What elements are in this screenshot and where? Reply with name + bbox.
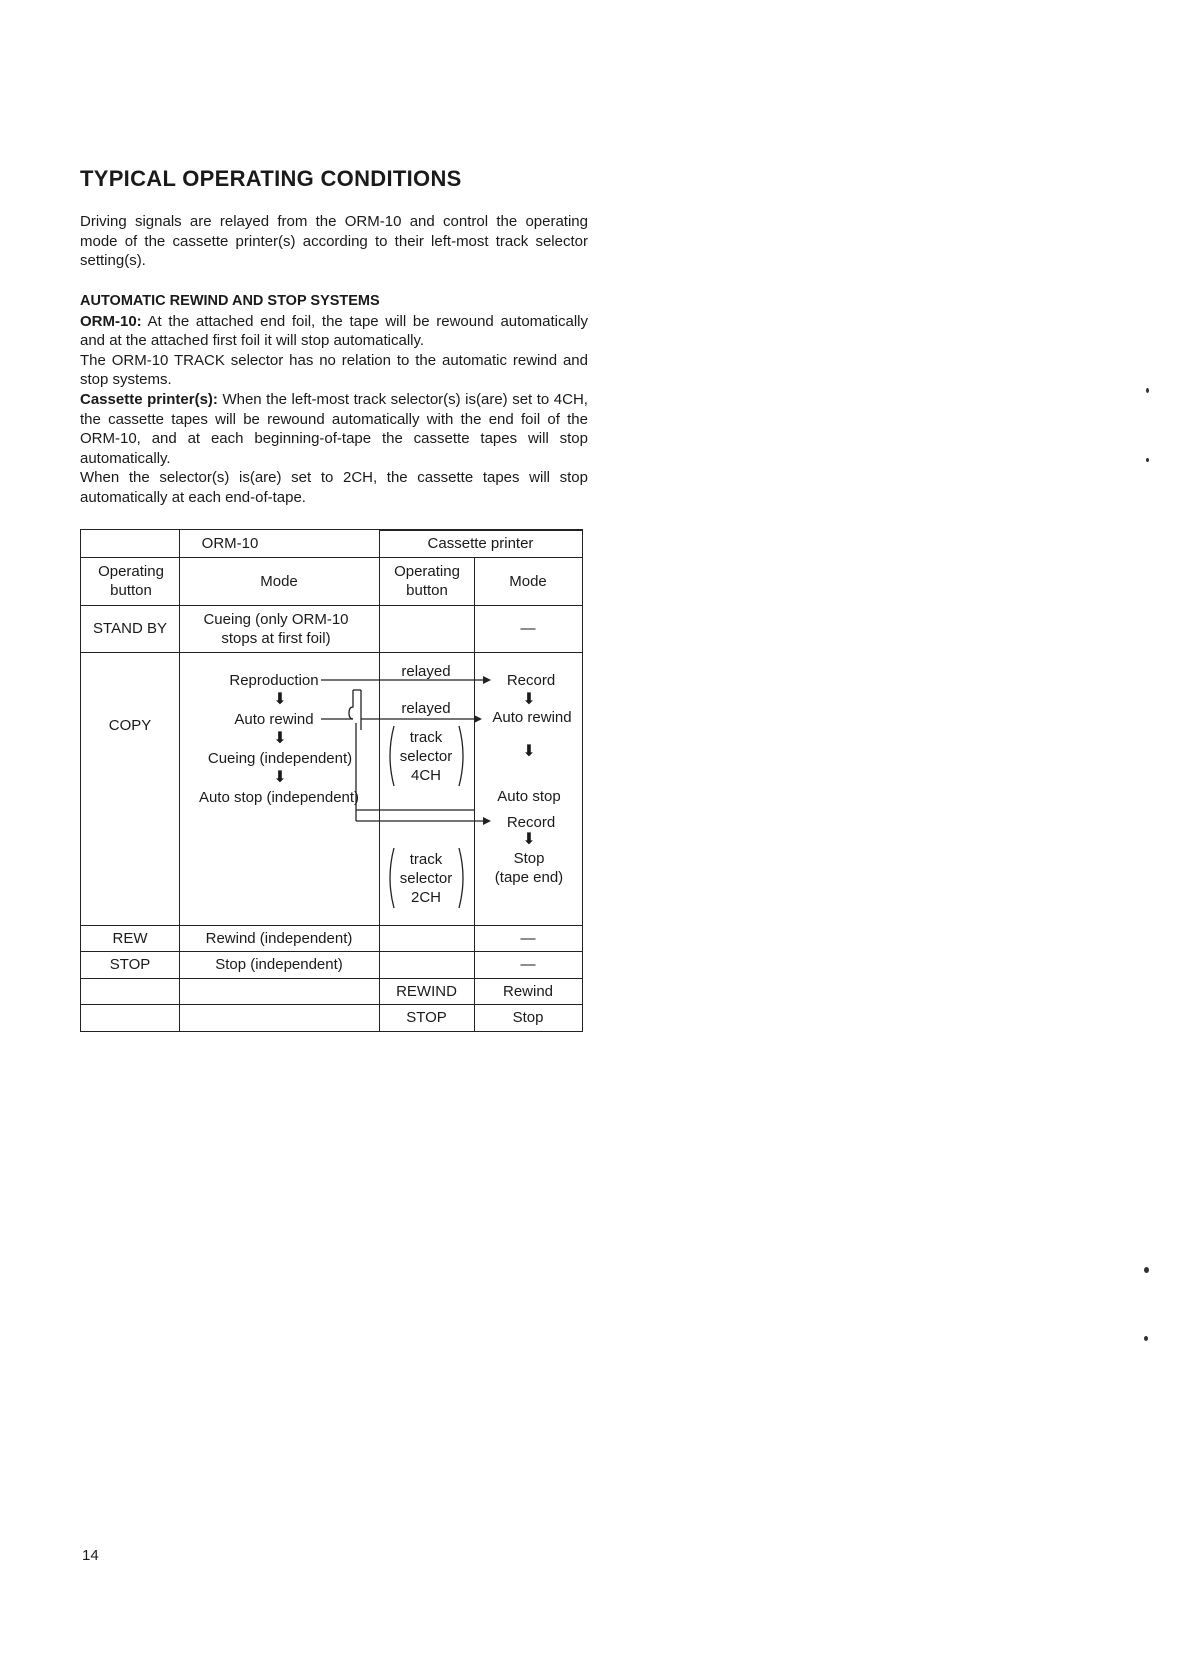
scan-speck [1146,388,1149,393]
arrow-down-icon: ⬇ [522,831,536,848]
col-mode-cassette: Mode [509,572,547,590]
arrow-down-icon: ⬇ [273,769,287,786]
arrow-down-icon: ⬇ [522,691,536,708]
track-selector-4ch: track selector 4CH [399,728,453,784]
stop-mode: Stop (independent) [215,956,343,973]
stop-cassette-mode: — [520,956,536,973]
header-cassette-printer: Cassette printer [427,535,534,552]
scan-speck [1144,1336,1148,1341]
col-operating-button-cassette: Operating button [394,563,460,599]
rew-button: REW [112,929,148,947]
copy-button: COPY [108,716,152,734]
cassette-paragraph [80,390,588,468]
scan-speck [1146,458,1149,462]
standby-mode: Cueing (only ORM-10 stops at first foil) [203,610,349,647]
standby-cassette-mode: — [520,620,536,637]
col-operating-button: Operating button [98,563,164,599]
stop-cassette-button: STOP [406,1009,447,1026]
relayed-1: relayed [401,662,451,680]
auto-stop-cassette: Auto stop [497,787,561,805]
orm-text: At the attached end foil, the tape will be rewound automatically and at the attached first foil it will stop automatically. [80,312,588,350]
relayed-2: relayed [401,699,451,717]
rewind-cassette-button: REWIND [396,982,457,1000]
orm-paragraph-2: The ORM-10 TRACK selector has no relation to the automatic rewind and stop systems. [80,351,588,389]
cassette-label: Cassette printer(s): [80,390,218,408]
rewind-cassette-mode: Rewind [502,982,554,1000]
arrow-down-icon: ⬇ [273,691,287,708]
auto-rewind-section [80,292,588,508]
cassette-paragraph-2: When the selector(s) is(are) set to 2CH, the cassette tapes will stop automatically at each end-of-tape. [80,469,588,506]
orm-paragraph [80,312,588,351]
operating-conditions-table [80,529,583,1032]
stop-cassette-mode-row: Stop [512,1009,544,1026]
track-selector-2ch: track selector 2CH [399,850,453,906]
section-heading: AUTOMATIC REWIND AND STOP SYSTEMS [80,293,380,309]
page-title: TYPICAL OPERATING CONDITIONS [80,166,462,191]
arrow-down-icon: ⬇ [273,730,287,747]
record-4ch: Record [506,671,556,689]
intro-paragraph: Driving signals are relayed from the ORM-10 and control the operating mode of the cassette printer(s) according to their left-most track selector setting(s). [80,213,588,270]
col-mode: Mode [260,572,298,590]
page-number: 14 [82,1547,99,1564]
cassette-text: When the left-most track selector(s) is(are) set to 4CH, the cassette tapes will be rewound automatically with the end foil of the ORM-10, and at each beginning-of-tape the cassette tapes will stop automatically. [80,390,588,467]
record-2ch: Record [506,813,556,831]
copy-auto-rewind: Auto rewind [234,710,314,728]
rew-cassette-mode: — [520,929,536,947]
copy-auto-stop: Auto stop (independent) [198,788,360,806]
auto-rewind-cassette: Auto rewind [492,708,572,726]
orm-label: ORM-10: [80,312,142,330]
arrow-down-icon: ⬇ [522,743,536,760]
rew-mode: Rewind (independent) [205,929,353,947]
copy-reproduction: Reproduction [229,671,319,689]
header-orm10: ORM-10 [201,535,259,552]
standby-button: STAND BY [93,620,167,637]
scan-speck [1144,1267,1149,1273]
copy-cueing: Cueing (independent) [207,749,353,767]
stop-button: STOP [109,956,151,973]
stop-tape-end: Stop (tape end) [494,850,564,886]
